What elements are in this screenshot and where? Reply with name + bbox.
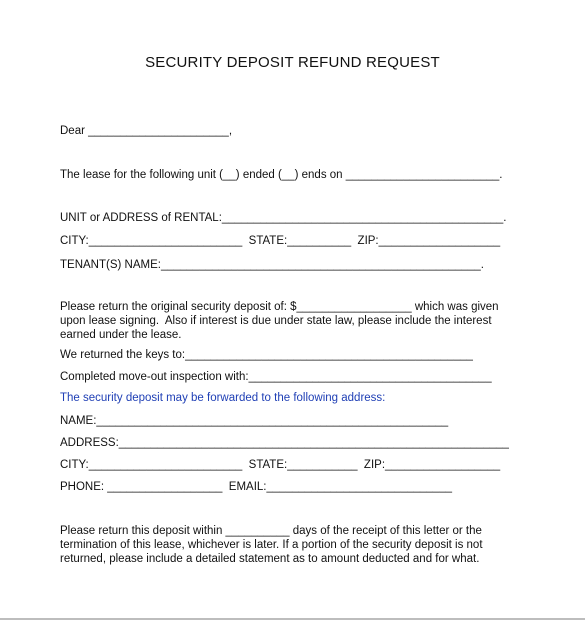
forwarding-phone-email-line: PHONE: __________________ EMAIL:_____________________________	[60, 481, 452, 493]
forwarding-name-line: NAME:_______________________________________________________	[60, 415, 449, 427]
closing-paragraph-line: Please return this deposit within __________ days of the receipt of this letter or the	[60, 525, 482, 537]
forwarding-city-state-zip-line: CITY:________________________ STATE:___________ ZIP:__________________	[60, 459, 501, 471]
rental-address-line: UNIT or ADDRESS of RENTAL:____________________________________________.	[60, 212, 507, 224]
move-out-inspection-line: Completed move-out inspection with:______________________________________	[60, 371, 492, 383]
deposit-paragraph-line: Please return the original security deposit of: $__________________ which was given	[60, 301, 499, 313]
rental-city-state-zip-line: CITY:________________________ STATE:__________ ZIP:___________________	[60, 235, 501, 247]
salutation-line: Dear ______________________,	[60, 125, 233, 137]
closing-paragraph-line: returned, please include a detailed statement as to amount deducted and for what.	[60, 553, 480, 565]
tenant-name-line: TENANT(S) NAME:__________________________________________________.	[60, 259, 484, 271]
keys-returned-line: We returned the keys to:_____________________________________________	[60, 349, 473, 361]
lease-end-line: The lease for the following unit (__) ended (__) ends on ________________________.	[60, 169, 503, 181]
closing-paragraph-line: termination of this lease, whichever is later. If a portion of the security deposit is not	[60, 539, 483, 551]
forwarding-address-heading: The security deposit may be forwarded to the following address:	[60, 392, 386, 404]
forwarding-address-line: ADDRESS:_____________________________________________________________	[60, 437, 509, 449]
document-title: SECURITY DEPOSIT REFUND REQUEST	[145, 54, 440, 71]
deposit-paragraph-line: earned under the lease.	[60, 329, 182, 341]
deposit-paragraph-line: upon lease signing. Also if interest is due under state law, please include the interest	[60, 315, 492, 327]
